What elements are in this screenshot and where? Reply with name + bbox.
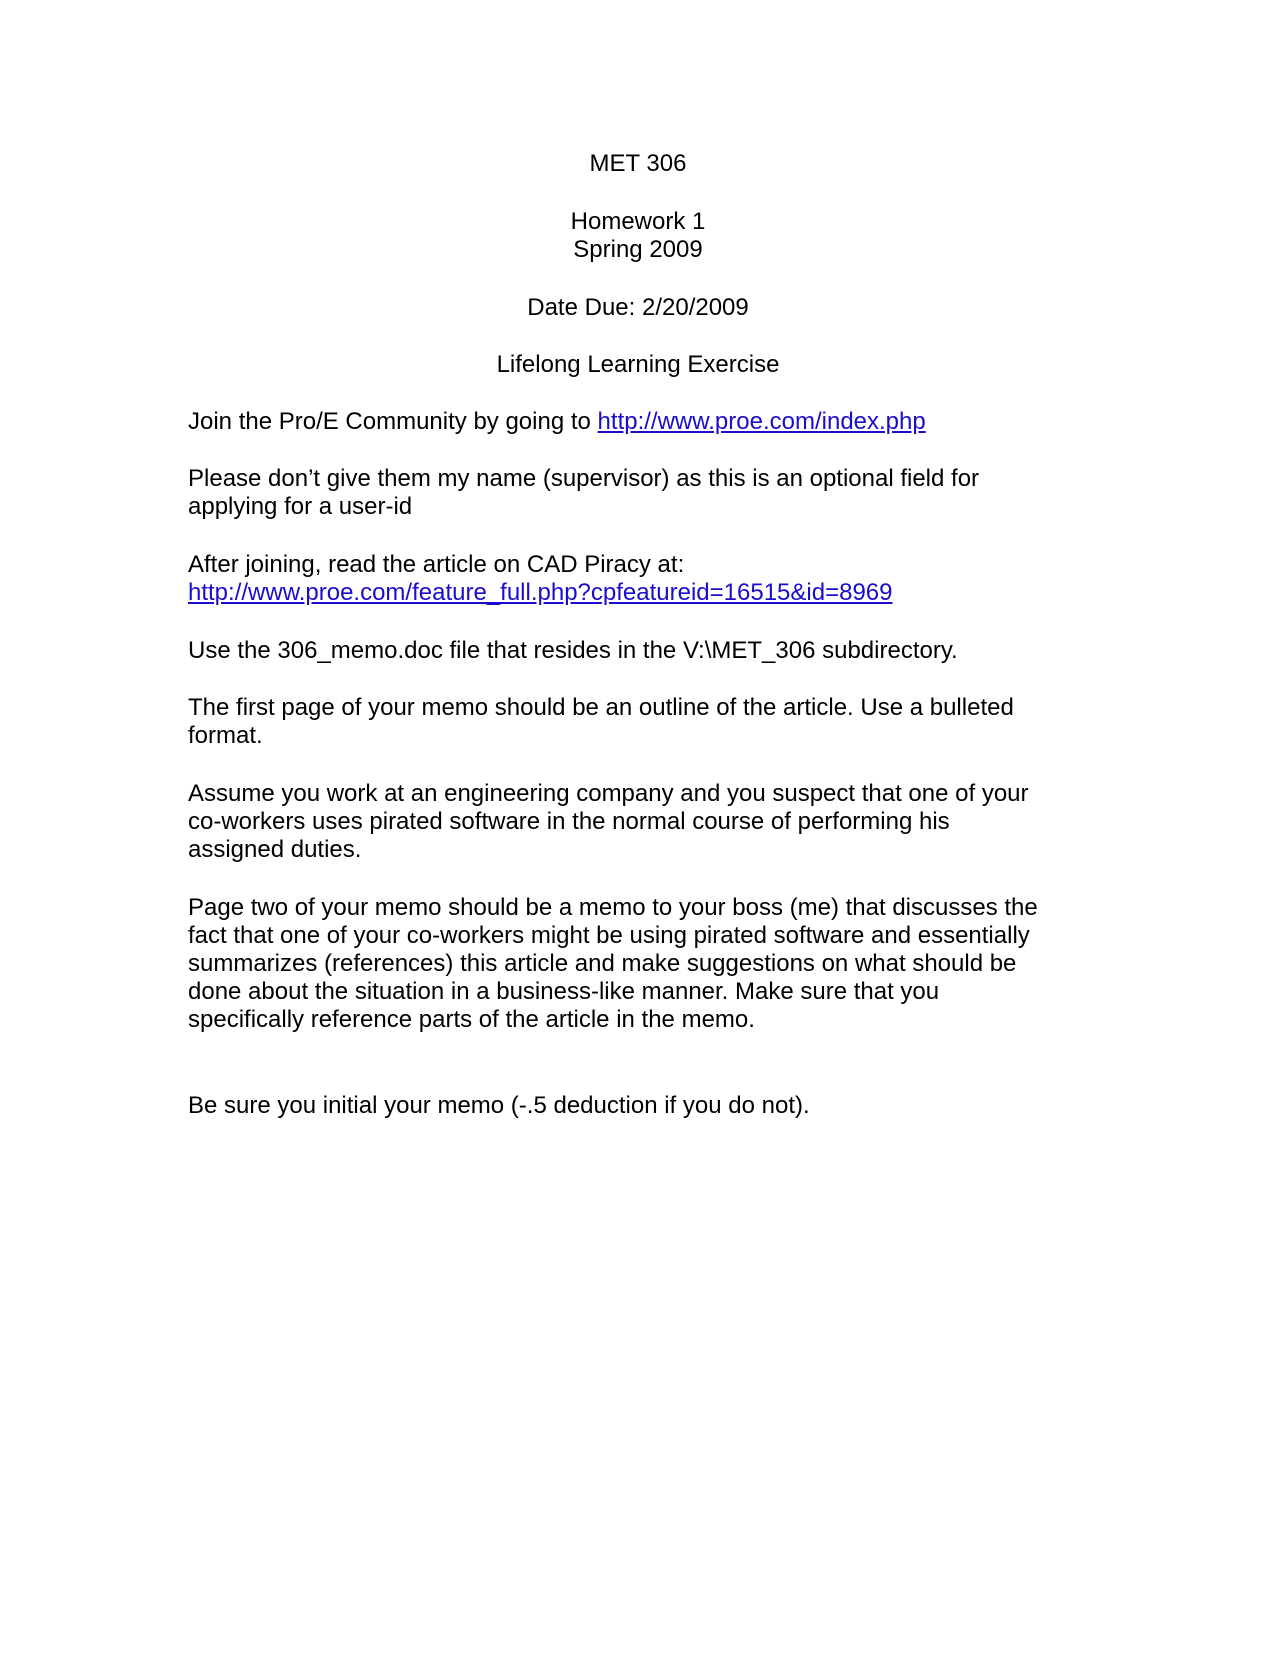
please-line-2: applying for a user-id bbox=[188, 493, 413, 520]
join-paragraph bbox=[188, 408, 926, 436]
page-two-line-1: Page two of your memo should be a memo to your boss (me) that discusses the bbox=[188, 894, 1038, 921]
memo-file-line: Use the 306_memo.doc file that resides in the V:\MET_306 subdirectory. bbox=[188, 637, 958, 664]
first-page-line-1: The first page of your memo should be an outline of the article. Use a bulleted bbox=[188, 694, 1014, 721]
exercise-title: Lifelong Learning Exercise bbox=[496, 351, 780, 378]
cad-piracy-article-link[interactable]: http://www.proe.com/feature_full.php?cpfeatureid=16515&id=8969 bbox=[188, 579, 893, 606]
initial-memo-line: Be sure you initial your memo (-.5 deduction if you do not). bbox=[188, 1092, 810, 1119]
term-label: Spring 2009 bbox=[573, 236, 703, 263]
assume-line-2: co-workers uses pirated software in the normal course of performing his bbox=[188, 808, 950, 835]
proe-index-link[interactable]: http://www.proe.com/index.php bbox=[597, 408, 926, 435]
page-two-line-2: fact that one of your co-workers might be using pirated software and essentially bbox=[188, 922, 1030, 949]
please-line-1: Please don’t give them my name (supervisor) as this is an optional field for bbox=[188, 465, 980, 492]
assume-line-1: Assume you work at an engineering company and you suspect that one of your bbox=[188, 780, 1029, 807]
first-page-line-2: format. bbox=[188, 722, 263, 749]
course-title: MET 306 bbox=[589, 150, 687, 177]
page-two-line-5: specifically reference parts of the article in the memo. bbox=[188, 1006, 755, 1033]
due-date: Date Due: 2/20/2009 bbox=[527, 294, 749, 321]
after-joining-line: After joining, read the article on CAD Piracy at: bbox=[188, 551, 685, 578]
assume-line-3: assigned duties. bbox=[188, 836, 362, 863]
page-two-line-3: summarizes (references) this article and make suggestions on what should be bbox=[188, 950, 1017, 977]
join-text: Join the Pro/E Community by going to bbox=[188, 408, 598, 435]
assignment-title: Homework 1 bbox=[570, 208, 706, 235]
article-link-line bbox=[188, 579, 892, 607]
page-two-line-4: done about the situation in a business-like manner. Make sure that you bbox=[188, 978, 940, 1005]
